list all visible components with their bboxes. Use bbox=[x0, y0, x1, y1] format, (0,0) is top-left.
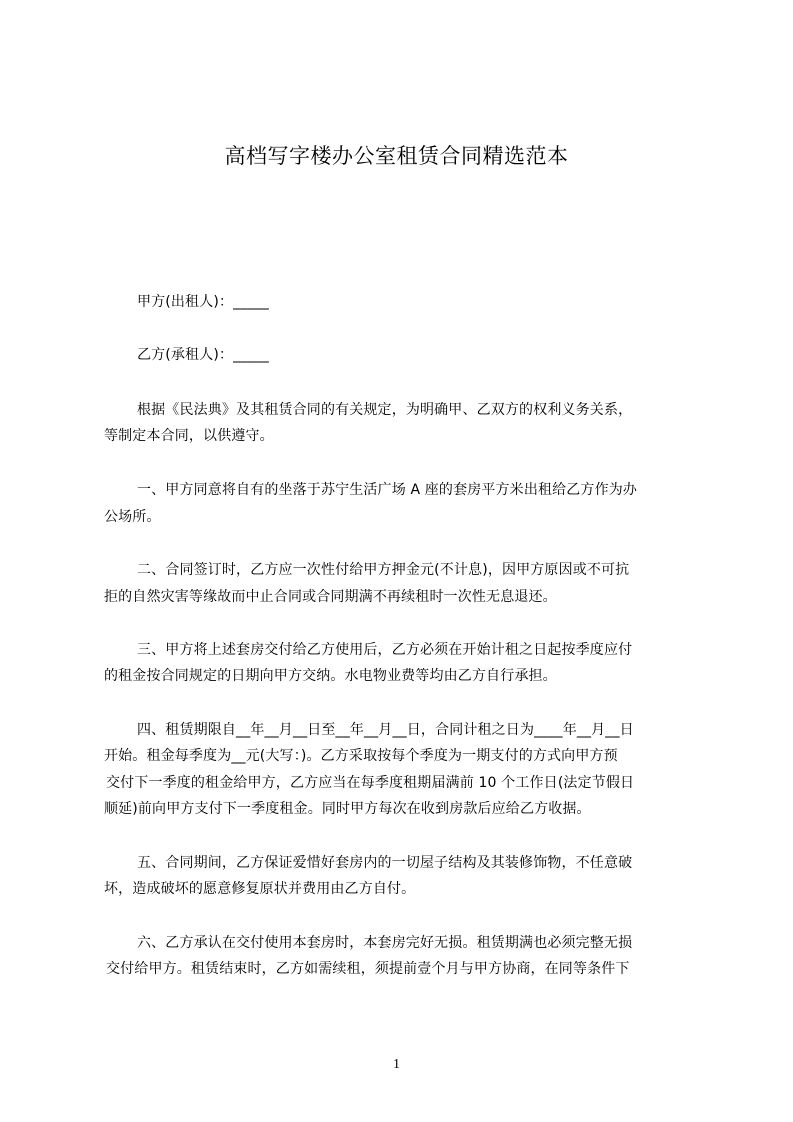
page-number: 1 bbox=[393, 1057, 400, 1072]
intro-line-1: 根据《民法典》及其租赁合同的有关规定，为明确甲、乙双方的权利义务关系， bbox=[137, 402, 633, 418]
clause-4-line-1: 四、租赁期限自__年__月__日至__年__月__日，合同计租之日为____年__月__日 bbox=[137, 722, 634, 738]
clause-5-line-1: 五、合同期间，乙方保证爱惜好套房内的一切屋子结构及其装修饰物，不任意破 bbox=[137, 855, 633, 871]
clause-6-line-1: 六、乙方承认在交付使用本套房时，本套房完好无损。租赁期满也必须完整无损 bbox=[137, 935, 633, 951]
clause-2-line-1: 二、合同签订时，乙方应一次性付给甲方押金元(不计息)，因甲方原因或不可抗 bbox=[137, 562, 630, 578]
clause-3-line-1: 三、甲方将上述套房交付给乙方使用后，乙方必须在开始计租之日起按季度应付 bbox=[137, 642, 633, 658]
clause-4-line-3: 交付下一季度的租金给甲方，乙方应当在每季度租期届满前 10 个工作日(法定节假日 bbox=[106, 775, 635, 791]
clause-3-line-2: 的租金按合同规定的日期向甲方交纳。水电物业费等均由乙方自行承担。 bbox=[104, 668, 557, 684]
clause-6-line-2: 交付给甲方。租赁结束时，乙方如需续租，须提前壹个月与甲方协商，在同等条件下 bbox=[106, 961, 630, 977]
clause-1-line-2: 公场所。 bbox=[104, 509, 161, 525]
document-title: 高档写字楼办公室租赁合同精选范本 bbox=[224, 144, 569, 168]
intro-line-2: 等制定本合同，以供遵守。 bbox=[104, 428, 274, 444]
party-a-line: 甲方(出租人)：_____ bbox=[137, 294, 269, 310]
clause-4-line-4: 顺延)前向甲方支付下一季度租金。同时甲方每次在收到房款后应给乙方收据。 bbox=[104, 801, 591, 817]
clause-2-line-2: 拒的自然灾害等缘故而中止合同或合同期满不再续租时一次性无息退还。 bbox=[104, 589, 557, 605]
clause-4-line-2: 开始。租金每季度为__元(大写：)。乙方采取按每个季度为一期支付的方式向甲方预 bbox=[104, 748, 618, 764]
clause-1-line-1: 一、甲方同意将自有的坐落于苏宁生活广场 A 座的套房平方米出租给乙方作为办 bbox=[137, 482, 638, 498]
party-b-line: 乙方(承租人)：_____ bbox=[137, 347, 269, 363]
clause-5-line-2: 坏，造成破坏的愿意修复原状并费用由乙方自付。 bbox=[104, 881, 416, 897]
